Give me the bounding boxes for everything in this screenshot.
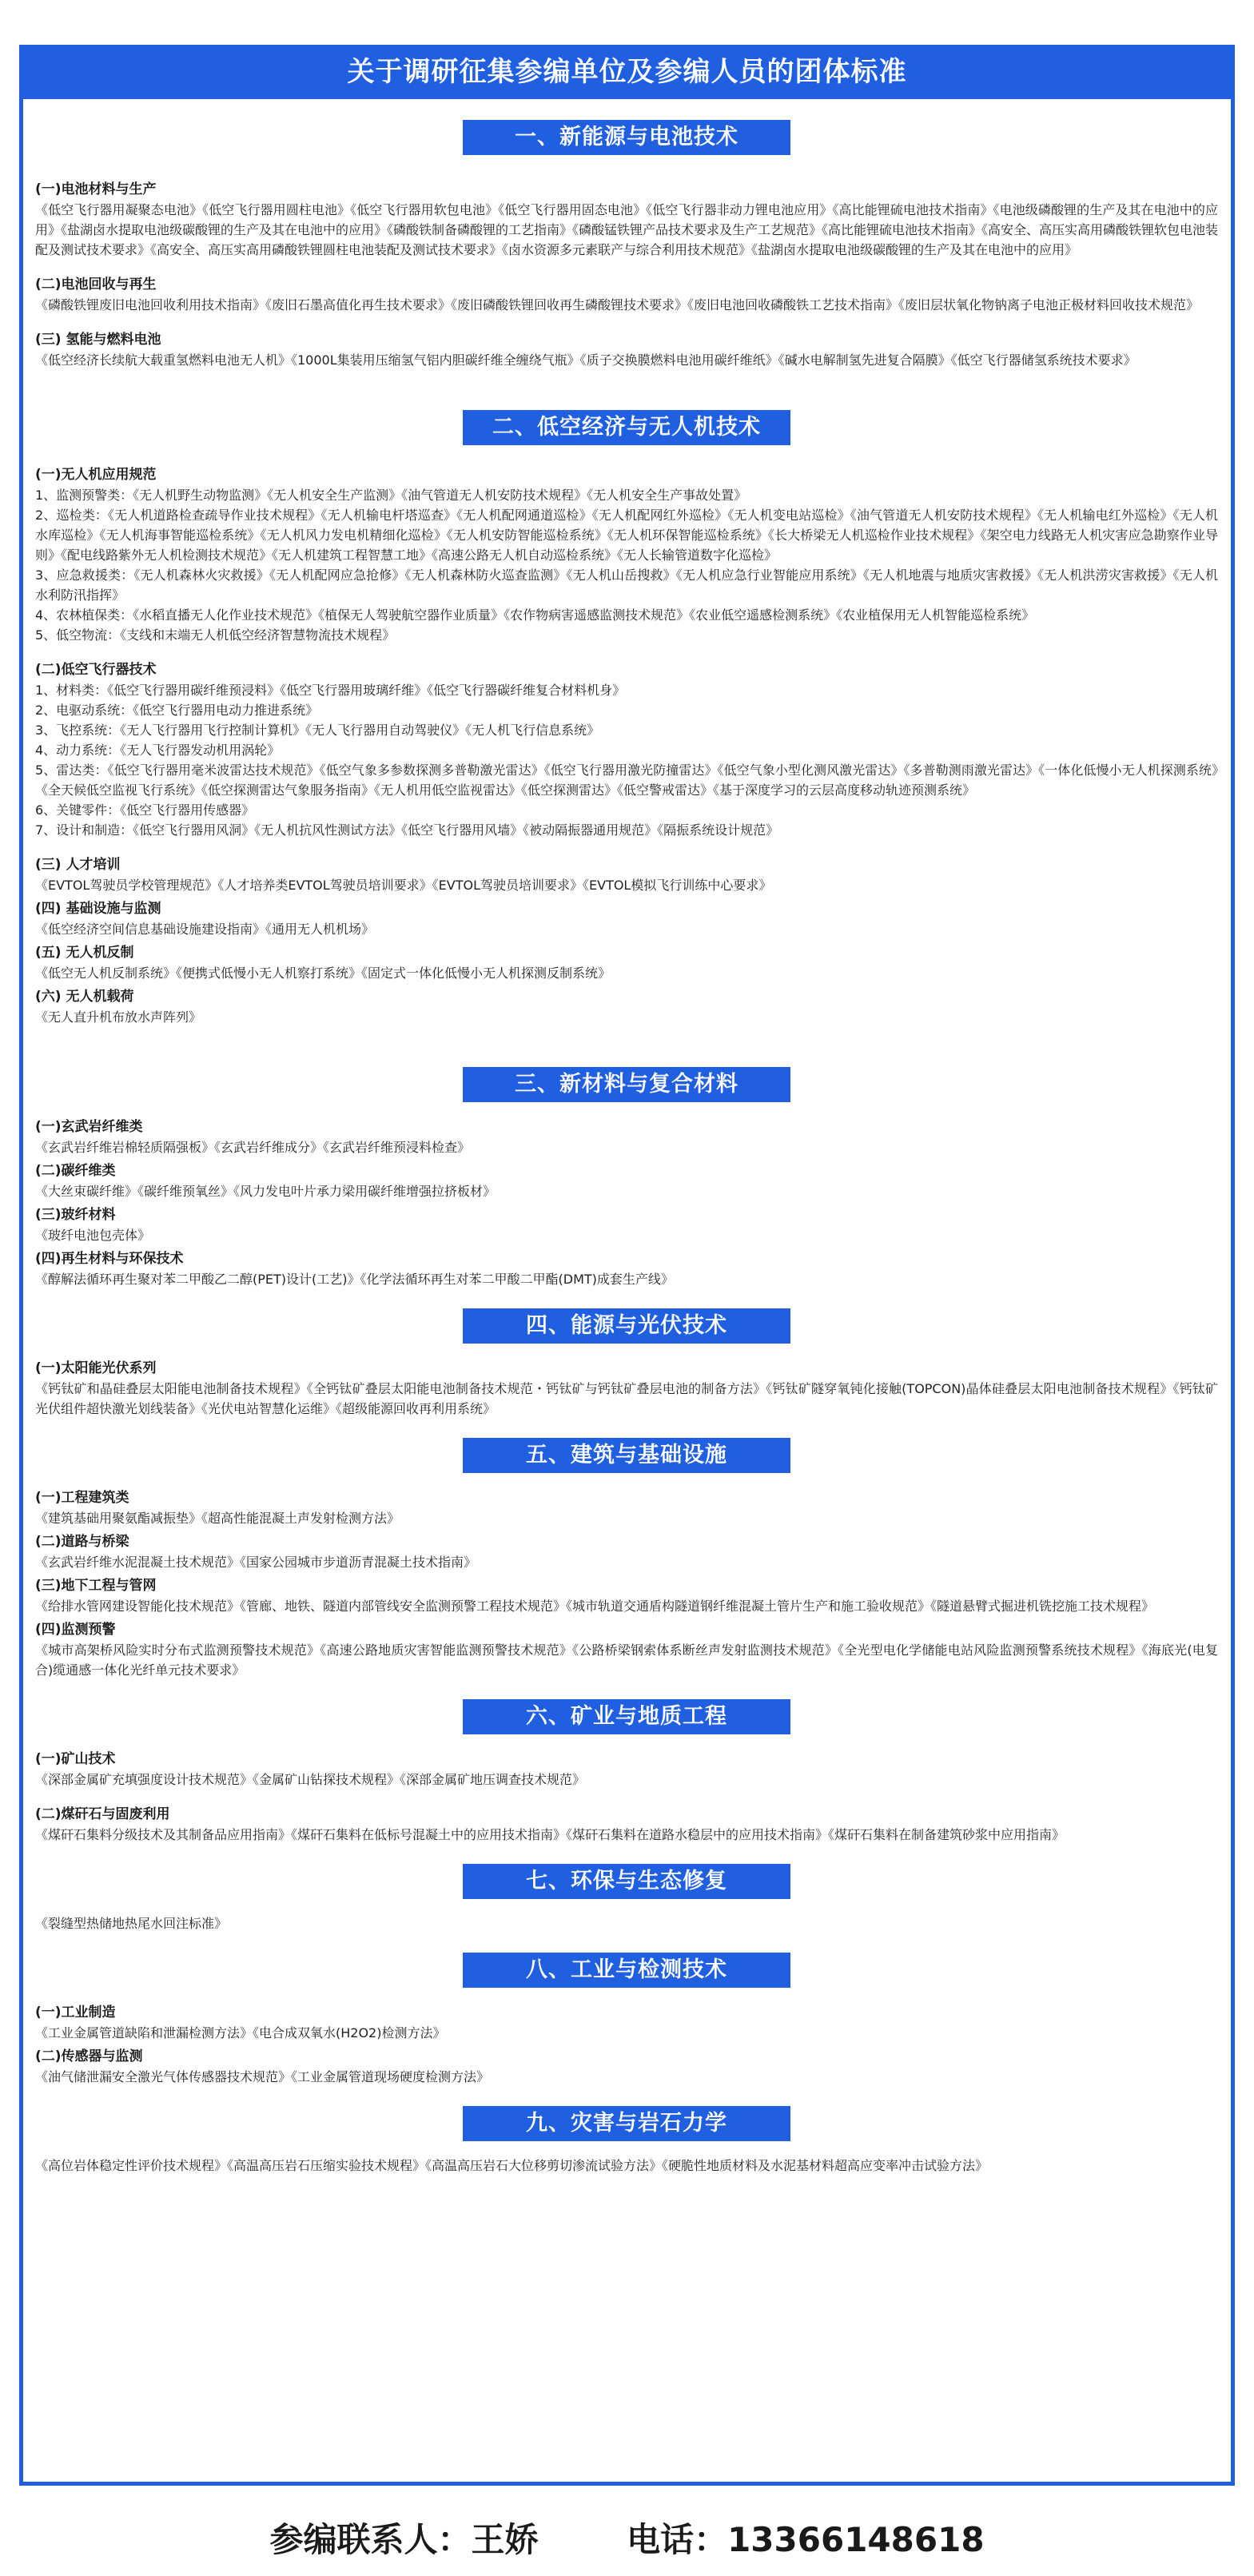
paragraph: 《城市高架桥风险实时分布式监测预警技术规范》《高速公路地质灾害智能监测预警技术规范》《公路桥梁钢索体系断丝声发射监测技术规范》《全光型电化学储能电站风险监测预警系统技术规程》《海底光(电复合)缆通感一体化光纤单元技术要求》 xyxy=(35,1642,1218,1678)
paragraph: 《油气储泄漏安全激光气体传感器技术规范》《工业金属管道现场硬度检测方法》 xyxy=(35,2069,490,2084)
section-heading-8: 八、工业与检测技术 xyxy=(463,1953,790,1988)
section-heading-7: 七、环保与生态修复 xyxy=(463,1864,790,1899)
subheading: (二)电池回收与再生 xyxy=(35,277,157,293)
subheading: (三) 人才培训 xyxy=(35,857,121,873)
list-item: 5、低空物流：《支线和末端无人机低空经济智慧物流技术规程》 xyxy=(35,627,396,643)
section-heading-2: 二、低空经济与无人机技术 xyxy=(463,410,790,445)
paragraph: 《低空无人机反制系统》《便携式低慢小无人机察打系统》《固定式一体化低慢小无人机探测反制系统》 xyxy=(35,966,611,981)
paragraph: 《玄武岩纤维水泥混凝土技术规范》《国家公园城市步道沥青混凝土技术指南》 xyxy=(35,1555,477,1570)
paragraph: 《给排水管网建设智能化技术规范》《管廊、地铁、隧道内部管线安全监测预警工程技术规范》《城市轨道交通盾构隧道钢纤维混凝土管片生产和施工验收规范》《隧道悬臂式掘进机铣挖施工技术规程》 xyxy=(35,1599,1155,1614)
list-item: 2、电驱动系统：《低空飞行器用电动力推进系统》 xyxy=(35,703,319,718)
list-item: 6、关键零件：《低空飞行器用传感器》 xyxy=(35,802,255,818)
paragraph: 《深部金属矿充填强度设计技术规范》《金属矿山钻探技术规程》《深部金属矿地压调查技术规范》 xyxy=(35,1772,586,1787)
paragraph: 《煤矸石集料分级技术及其制备品应用指南》《煤矸石集料在低标号混凝土中的应用技术指南》《煤矸石集料在道路水稳层中的应用技术指南》《煤矸石集料在制备建筑砂浆中应用指南》 xyxy=(35,1827,1065,1842)
section-heading-6: 六、矿业与地质工程 xyxy=(463,1699,790,1734)
list-item: 1、材料类：《低空飞行器用碳纤维预浸料》《低空飞行器用玻璃纤维》《低空飞行器碳纤维复合材料机身》 xyxy=(35,683,626,698)
paragraph: 《玻纤电池包壳体》 xyxy=(35,1228,151,1243)
paragraph: 《低空飞行器用凝聚态电池》《低空飞行器用圆柱电池》《低空飞行器用软包电池》《低空飞行器用固态电池》《低空飞行器非动力锂电池应用》《高比能锂硫电池技术指南》《电池级磷酸锂的生产及其在电池中的应用》《盐湖卤水提取电池级碳酸锂的生产及其在电池中的应用》《磷酸铁制备磷酸锂的工艺指南》《磷酸锰铁锂产品技术要求及生产工艺规范》《高比能锂硫电池技术指南》《高安全、高压实高用磷酸铁锂软包电池装配及测试技术要求》《高安全、高压实高用磷酸铁锂圆柱电池装配及测试技术要求》《卤水资源多元素联产与综合利用技术规范》《盐湖卤水提取电池级碳酸锂的生产及其在电池中的应用》 xyxy=(35,202,1219,257)
list-item: 4、农林植保类：《水稻直播无人化作业技术规范》《植保无人驾驶航空器作业质量》《农作物病害遥感监测技术规范》《农业低空遥感检测系统》《农业植保用无人机智能巡检系统》 xyxy=(35,607,1035,623)
subheading: (二)煤矸石与固废利用 xyxy=(35,1806,170,1822)
paragraph: 《工业金属管道缺陷和泄漏检测方法》《电合成双氧水(H2O2)检测方法》 xyxy=(35,2025,446,2040)
subheading: (四)监测预警 xyxy=(35,1622,116,1638)
subheading: (一)太阳能光伏系列 xyxy=(35,1360,157,1376)
paragraph: 《EVTOL驾驶员学校管理规范》《人才培养类EVTOL驾驶员培训要求》《EVTOL驾驶员培训要求》《EVTOL模拟飞行训练中心要求》 xyxy=(35,878,772,893)
section-heading-1: 一、新能源与电池技术 xyxy=(463,120,790,155)
section-heading-4: 四、能源与光伏技术 xyxy=(463,1308,790,1344)
subheading: (一)电池材料与生产 xyxy=(35,181,157,197)
page-title: 关于调研征集参编单位及参编人员的团体标准 xyxy=(19,45,1235,99)
contact-phone: 电话：13366148618 xyxy=(627,2520,985,2559)
list-item: 1、监测预警类：《无人机野生动物监测》《无人机安全生产监测》《油气管道无人机安防技术规程》《无人机安全生产事故处置》 xyxy=(35,488,747,503)
subheading: (四)再生材料与环保技术 xyxy=(35,1251,184,1267)
paragraph: 《裂缝型热储地热尾水回注标准》 xyxy=(35,1916,228,1931)
paragraph: 《醇解法循环再生聚对苯二甲酸乙二醇(PET)设计(工艺)》《化学法循环再生对苯二甲酸二甲酯(DMT)成套生产线》 xyxy=(35,1272,674,1287)
list-item: 7、设计和制造：《低空飞行器用风洞》《无人机抗风性测试方法》《低空飞行器用风墙》《被动隔振器通用规范》《隔振系统设计规范》 xyxy=(35,822,779,838)
subheading: (三)玻纤材料 xyxy=(35,1207,116,1223)
subheading: (三)地下工程与管网 xyxy=(35,1578,157,1594)
paragraph: 《玄武岩纤维岩棉轻质隔强板》《玄武岩纤维成分》《玄武岩纤维预浸料检查》 xyxy=(35,1140,471,1155)
subheading: (二)传感器与监测 xyxy=(35,2048,143,2064)
subheading: (一)玄武岩纤维类 xyxy=(35,1119,143,1135)
section-heading-5: 五、建筑与基础设施 xyxy=(463,1438,790,1473)
subheading: (三) 氢能与燃料电池 xyxy=(35,332,161,348)
list-item: 5、雷达类：《低空飞行器用毫米波雷达技术规范》《低空气象多参数探测多普勒激光雷达》《低空飞行器用激光防撞雷达》《低空气象小型化测风激光雷达》《多普勒测雨激光雷达》《一体化低慢小无人机探测系统》《全天候低空监视飞行系统》《低空探测雷达气象服务指南》《无人机用低空监视雷达》《低空探测雷达》《低空警戒雷达》《基于深度学习的云层高度移动轨迹预测系统》 xyxy=(35,762,1218,798)
paragraph: 《建筑基础用聚氨酯减振垫》《超高性能混凝土声发射检测方法》 xyxy=(35,1511,400,1526)
list-item: 2、巡检类：《无人机道路检查疏导作业技术规程》《无人机输电杆塔巡查》《无人机配网通道巡检》《无人机配网红外巡检》《无人机变电站巡检》《油气管道无人机安防技术规程》《无人机输电红外巡检》《无人机水库巡检》《无人机海事智能巡检系统》《无人机风力发电机精细化巡检》《无人机安防智能巡检系统》《无人机环保智能巡检系统》《长大桥梁无人机巡检作业技术规程》《架空电力线路无人机灾害应急勘察作业导则》《配电线路紫外无人机检测技术规范》《无人机建筑工程智慧工地》《高速公路无人机自动巡检系统》《无人长输管道数字化巡检》 xyxy=(35,508,1218,563)
contact-line xyxy=(0,2518,1254,2562)
section-heading-3: 三、新材料与复合材料 xyxy=(463,1067,790,1102)
subheading: (二)碳纤维类 xyxy=(35,1163,116,1179)
subheading: (一)矿山技术 xyxy=(35,1751,116,1767)
content xyxy=(35,120,1218,2176)
paragraph: 《无人直升机布放水声阵列》 xyxy=(35,1009,202,1025)
paragraph: 《大丝束碳纤维》《碳纤维预氧丝》《风力发电叶片承力梁用碳纤维增强拉挤板材》 xyxy=(35,1184,496,1199)
subheading: (一)工程建筑类 xyxy=(35,1490,129,1506)
section-heading-9: 九、灾害与岩石力学 xyxy=(463,2106,790,2141)
paragraph: 《钙钛矿和晶硅叠层太阳能电池制备技术规程》《全钙钛矿叠层太阳能电池制备技术规范・钙钛矿与钙钛矿叠层电池的制备方法》《钙钛矿隧穿氧钝化接触(TOPCON)晶体硅叠层太阳电池制备技术规程》《钙钛矿光伏组件超快激光划线装备》《光伏电站智慧化运维》《超级能源回收再利用系统》 xyxy=(35,1381,1218,1416)
subheading: (六) 无人机载荷 xyxy=(35,989,134,1005)
subheading: (五) 无人机反制 xyxy=(35,945,134,961)
paragraph: 《低空经济空间信息基础设施建设指南》《通用无人机机场》 xyxy=(35,922,375,937)
list-item: 3、飞控系统：《无人飞行器用飞行控制计算机》《无人飞行器用自动驾驶仪》《无人机飞行信息系统》 xyxy=(35,723,600,738)
subheading: (二)低空飞行器技术 xyxy=(35,662,157,678)
paragraph: 《低空经济长续航大载重氢燃料电池无人机》《1000L集装用压缩氢气铝内胆碳纤维全缠绕气瓶》《质子交换膜燃料电池用碳纤维纸》《碱水电解制氢先进复合隔膜》《低空飞行器储氢系统技术要求》 xyxy=(35,352,1137,368)
subheading: (四) 基础设施与监测 xyxy=(35,901,161,917)
list-item: 3、应急救援类：《无人机森林火灾救援》《无人机配网应急抢修》《无人机森林防火巡查监测》《无人机山岳搜救》《无人机应急行业智能应用系统》《无人机地震与地质灾害救援》《无人机洪涝灾害救援》《无人机水利防汛指挥》 xyxy=(35,567,1218,603)
paragraph: 《磷酸铁锂废旧电池回收利用技术指南》《废旧石墨高值化再生技术要求》《废旧磷酸铁锂回收再生磷酸锂技术要求》《废旧电池回收磷酸铁工艺技术指南》《废旧层状氧化物钠离子电池正极材料回收技术规范》 xyxy=(35,297,1200,313)
paragraph: 《高位岩体稳定性评价技术规程》《高温高压岩石压缩实验技术规程》《高温高压岩石大位移剪切渗流试验方法》《硬脆性地质材料及水泥基材料超高应变率冲击试验方法》 xyxy=(35,2158,989,2173)
contact-person: 参编联系人：王娇 xyxy=(269,2520,539,2559)
subheading: (二)道路与桥梁 xyxy=(35,1534,129,1550)
subheading: (一)工业制造 xyxy=(35,2005,116,2021)
list-item: 4、动力系统：《无人飞行器发动机用涡轮》 xyxy=(35,743,281,758)
subheading: (一)无人机应用规范 xyxy=(35,467,157,483)
